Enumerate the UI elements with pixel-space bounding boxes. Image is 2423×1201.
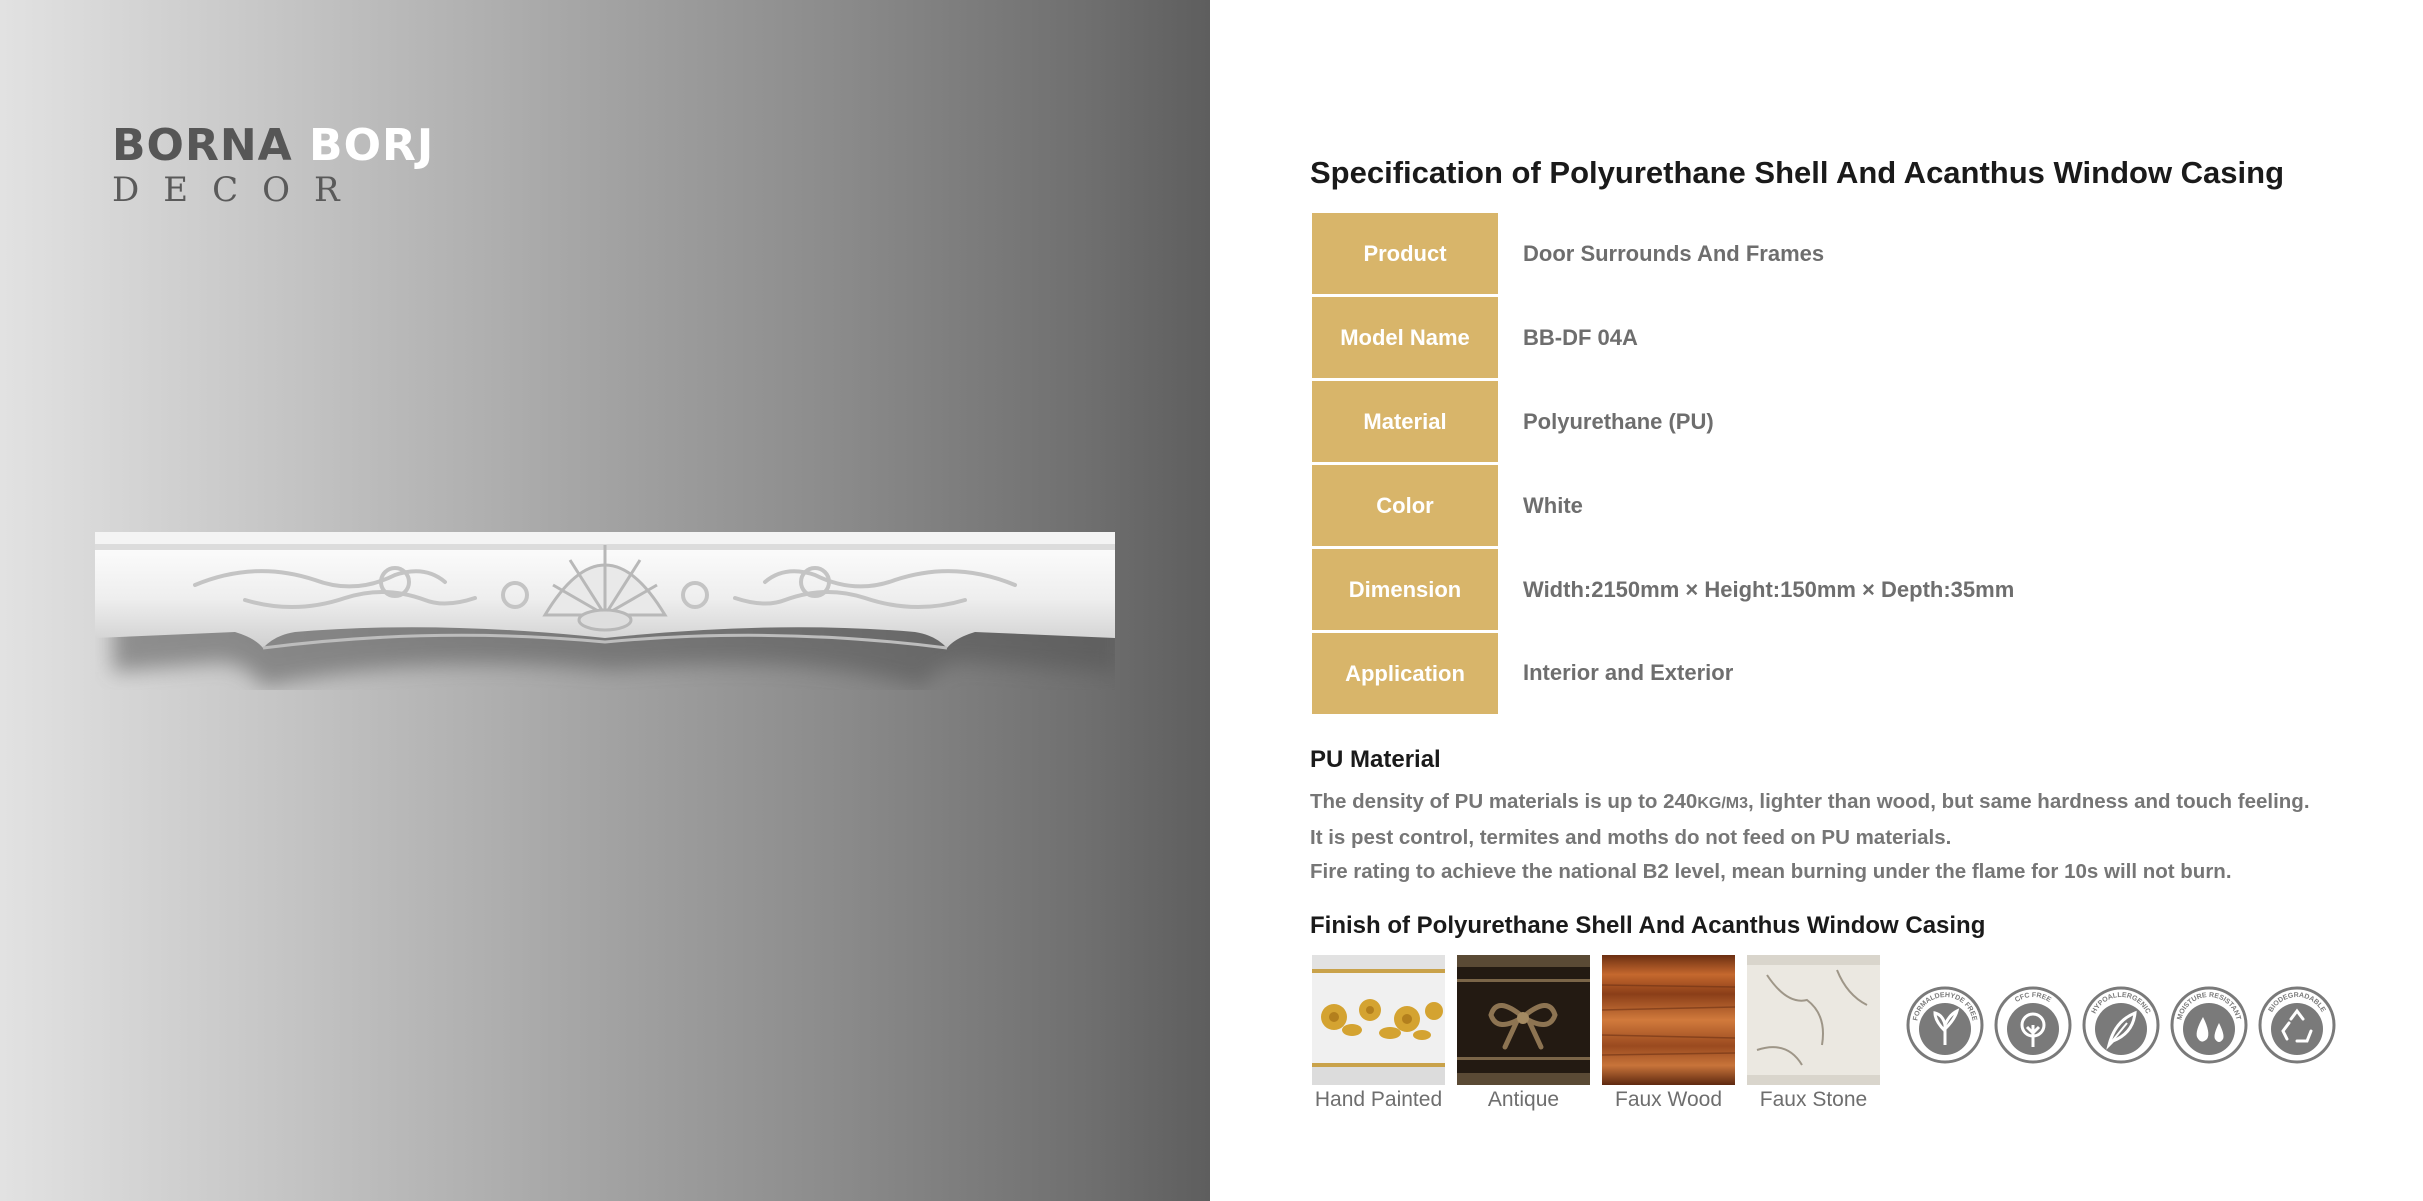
spec-label-application: Application [1312, 632, 1498, 715]
table-row [1312, 380, 2014, 464]
brand-logo [112, 120, 435, 210]
spec-label-color: Color [1312, 464, 1498, 548]
spec-value-model-name: BB-DF 04A [1523, 324, 1638, 350]
faux-wood-image [1602, 955, 1735, 1085]
swatch-label: Faux Wood [1615, 1088, 1722, 1111]
swatch-faux-stone [1747, 955, 1880, 1112]
pu-line-density [1310, 785, 2310, 821]
spec-label-material: Material [1312, 380, 1498, 464]
spec-value-application: Interior and Exterior [1523, 659, 1734, 685]
swatch-label: Antique [1487, 1088, 1560, 1111]
badge-formaldehyde-text: FORMALDEHYDE FREE [1912, 991, 1978, 1022]
spec-label-dimension: Dimension [1312, 548, 1498, 632]
hand-painted-image [1312, 955, 1445, 1085]
badge-cfc-text: CFC FREE [2013, 991, 2053, 1004]
window-casing-product-image [95, 520, 1115, 690]
product-photo-panel [0, 0, 1210, 1201]
swatch-hand-painted [1312, 955, 1445, 1112]
spec-label-product: Product [1312, 213, 1498, 296]
pu-line-pest: It is pest control, termites and moths do not feed on PU materials. [1310, 826, 1952, 849]
swatch-label: Hand Painted [1314, 1088, 1443, 1111]
badge-moisture-text: MOISTURE RESISTANT [2176, 991, 2242, 1021]
finish-heading: Finish of Polyurethane Shell And Acanthus Window Casing [1310, 912, 1986, 939]
svg-text:CFC FREE [2014, 992, 2052, 1004]
spec-value-color: White [1523, 492, 1583, 518]
formaldehyde-free-badge-icon [1905, 985, 1985, 1065]
spec-value-dimension: Width:2150mm × Height:150mm × Depth:35mm [1523, 576, 2015, 602]
logo-subtitle: DECOR [112, 170, 364, 210]
table-row [1312, 548, 2014, 632]
badge-biodegradable-text: BIODEGRADABLE [2267, 991, 2327, 1014]
logo-word-1: BORNA [112, 120, 293, 171]
swatch-label: Faux Stone [1759, 1088, 1868, 1111]
antique-image [1457, 955, 1590, 1085]
biodegradable-badge-icon [2257, 985, 2337, 1065]
pu-line-density-rest: , lighter than wood, but same hardness and touch feeling. [1748, 790, 2310, 813]
pu-material-description [1310, 785, 2310, 889]
table-row [1312, 632, 2014, 715]
spec-value-product: Door Surrounds And Frames [1523, 241, 1825, 267]
feature-badges [1905, 985, 2337, 1065]
specification-title: Specification of Polyurethane Shell And Acanthus Window Casing [1310, 155, 2285, 190]
cfc-free-badge-icon [1993, 985, 2073, 1065]
pu-density-unit: KG/M3 [1697, 795, 1748, 812]
pu-material-heading: PU Material [1310, 746, 1441, 773]
moisture-resistant-badge-icon [2169, 985, 2249, 1065]
swatch-faux-wood [1602, 955, 1735, 1112]
spec-label-model-name: Model Name [1312, 296, 1498, 380]
table-row [1312, 296, 2014, 380]
finish-swatches [1312, 955, 1880, 1112]
faux-stone-image [1747, 955, 1880, 1085]
pu-line-fire: Fire rating to achieve the national B2 level, mean burning under the flame for 10s will not burn. [1310, 860, 2232, 883]
swatch-antique [1457, 955, 1590, 1112]
pu-line-density-text: The density of PU materials is up to 240 [1310, 790, 1698, 813]
table-row [1312, 213, 2014, 296]
badge-hypoallergenic-text: HYPOALLERGENIC [2090, 991, 2152, 1015]
spec-value-material: Polyurethane (PU) [1523, 408, 1714, 434]
specification-table [1312, 213, 2014, 714]
table-row [1312, 464, 2014, 548]
hypoallergenic-badge-icon [2081, 985, 2161, 1065]
logo-word-2: BORJ [309, 120, 435, 171]
